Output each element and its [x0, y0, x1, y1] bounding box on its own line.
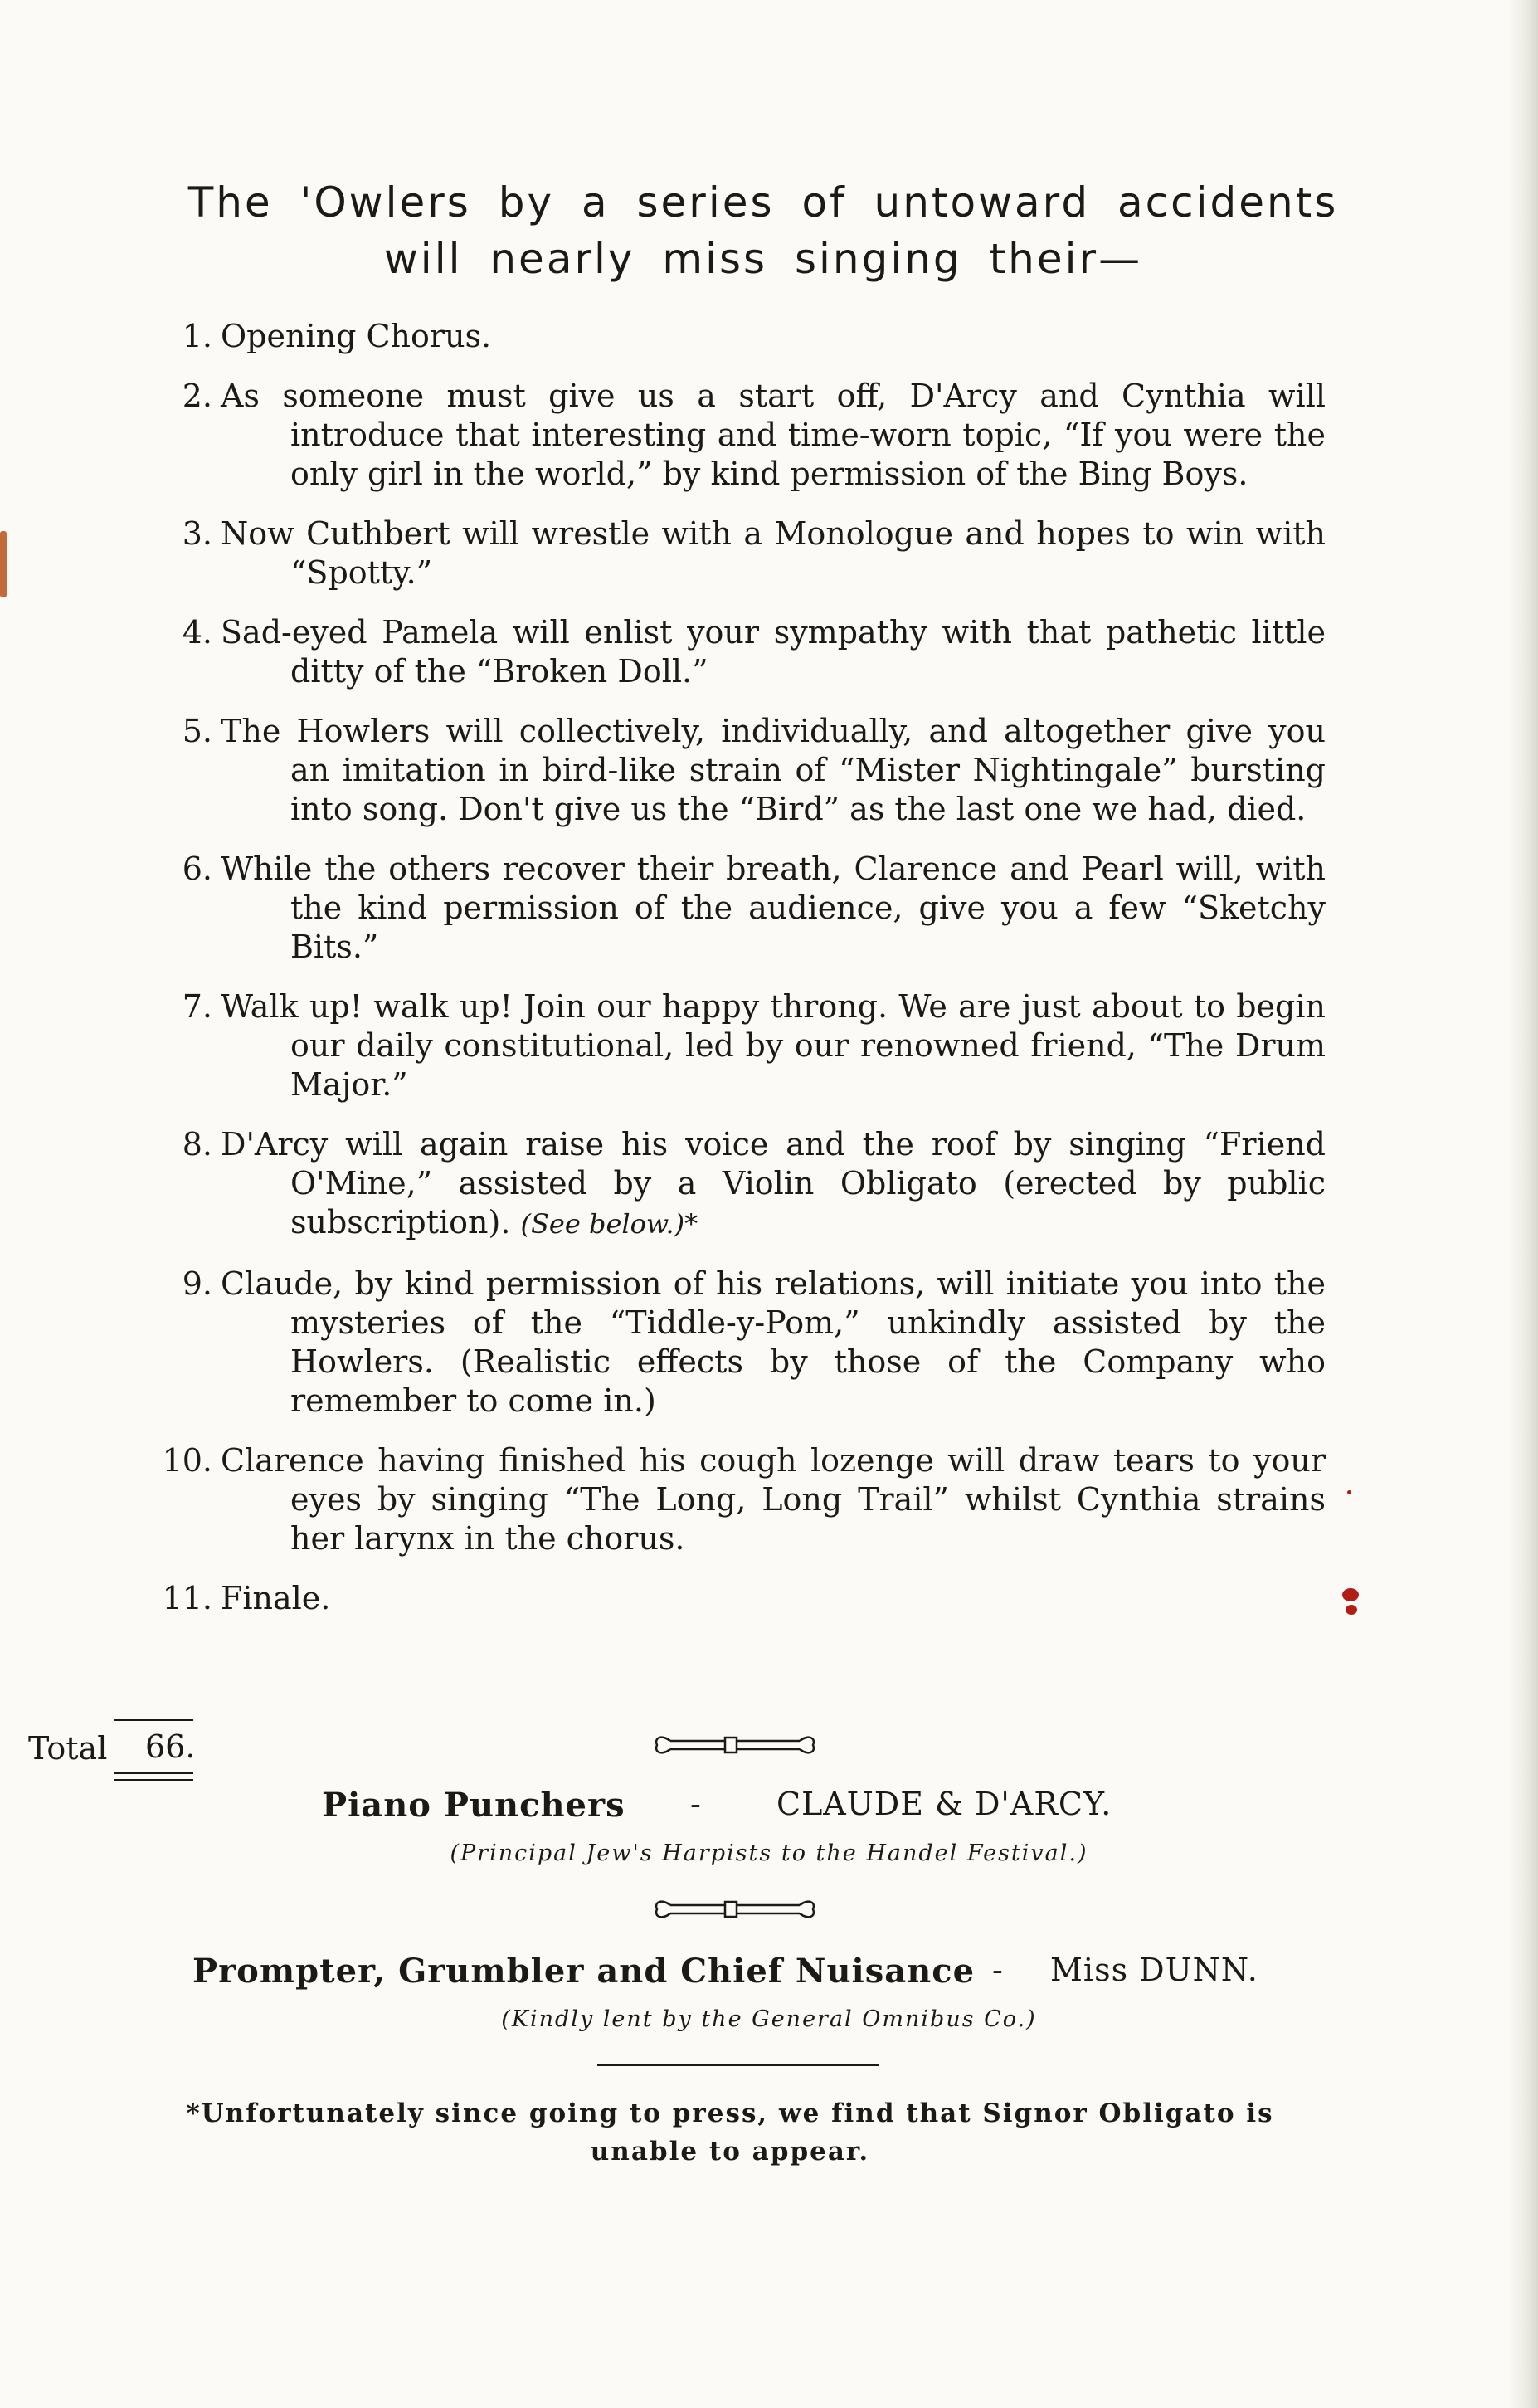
edge-mark [0, 531, 7, 597]
item-number: 4. [182, 614, 212, 651]
item-number: 11. [162, 1580, 212, 1616]
item-number: 2. [182, 378, 212, 414]
item-text: Now Cuthbert will wrestle with a Monologue and hopes to win with “Spotty.” [221, 515, 1326, 591]
item-text: Opening Chorus. [221, 318, 492, 354]
total-value: 66. [145, 1728, 196, 1765]
item-number: 6. [182, 851, 212, 887]
item-number: 9. [182, 1265, 212, 1302]
total-rule [114, 1719, 193, 1721]
programme-item [141, 712, 1326, 829]
total-label: Total [28, 1730, 108, 1767]
red-dot [1347, 1490, 1351, 1494]
piano-names: CLAUDE & D'ARCY. [776, 1786, 1112, 1822]
item-text: D'Arcy will again raise his voice and the roof by singing “Friend O'Mine,” assisted by a Violin Obligato (erected by public subscription). [221, 1126, 1326, 1241]
programme-item [141, 1441, 1326, 1558]
page-edge [1508, 0, 1538, 2408]
heading-line-1: The 'Owlers by a series of untoward accidents [187, 178, 1339, 227]
programme-item [141, 1125, 1326, 1244]
item-number: 1. [182, 318, 212, 354]
item-text: Walk up! walk up! Join our happy throng. We are just about to begin our daily constitutional, led by our renowned friend, “The Drum Major.” [221, 988, 1326, 1103]
prompter-dash: - [992, 1952, 1003, 1988]
item-number: 5. [182, 713, 212, 749]
programme-item [141, 613, 1326, 691]
red-stain [1342, 1588, 1359, 1601]
programme-item [141, 850, 1326, 967]
item-text: Claude, by kind permission of his relations, will initiate you into the mysteries of the “Tiddle-y-Pom,” unkindly assisted by the Howlers. (Realistic effects by those of the Company who remember to come in.) [221, 1265, 1326, 1419]
prompter-names: Miss DUNN. [1050, 1952, 1258, 1988]
programme-item [141, 1265, 1326, 1421]
piano-title: Piano Punchers [322, 1786, 625, 1825]
programme-item [141, 377, 1326, 494]
programme-heading [100, 174, 1427, 287]
prompter-note: (Kindly lent by the General Omnibus Co.) [501, 2006, 1037, 2032]
total-double-rule [114, 1772, 193, 1781]
item-text: Sad-eyed Pamela will enlist your sympathy with that pathetic little ditty of the “Broken Doll.” [221, 614, 1326, 690]
item-text: As someone must give us a start off, D'Arcy and Cynthia will introduce that interesting and time-worn topic, “If you were the only girl in the world,” by kind permission of the Bing Boys. [221, 378, 1326, 492]
red-stain [1346, 1605, 1357, 1615]
piano-dash: - [690, 1786, 701, 1822]
programme-item [141, 514, 1326, 592]
programme-item [141, 1579, 1326, 1618]
item-number: 10. [162, 1442, 212, 1479]
item-text: Finale. [221, 1580, 331, 1616]
item-text: Clarence having finished his cough lozenge will draw tears to your eyes by singing “The Long, Long Trail” whilst Cynthia strains her larynx in the chorus. [221, 1442, 1326, 1557]
piano-note: (Principal Jew's Harpists to the Handel Festival.) [450, 1840, 1088, 1866]
footnote: *Unfortunately since going to press, we find that Signor Obligato is unable to appear. [186, 2098, 1274, 2167]
programme-item [141, 987, 1326, 1104]
heading-line-2: will nearly miss singing their— [383, 235, 1143, 283]
bone-ornament-2 [652, 1897, 818, 1922]
item-number: 3. [182, 515, 212, 552]
bone-ornament-1 [652, 1733, 818, 1757]
item-number: 7. [182, 988, 212, 1025]
programme-list [141, 317, 1326, 1626]
footnote-rule [597, 2064, 879, 2066]
item-number: 8. [182, 1126, 212, 1163]
item-text: The Howlers will collectively, individually, and altogether give you an imitation in bird-like strain of “Mister Nightingale” bursting into song. Don't give us the “Bird” as the last one we had, died. [221, 713, 1326, 827]
prompter-title: Prompter, Grumbler and Chief Nuisance [192, 1952, 976, 1991]
item-text: While the others recover their breath, Clarence and Pearl will, with the kind permission of the audience, give you a few “Sketchy Bits.” [221, 851, 1326, 965]
see-below-note: (See below.)* [520, 1208, 698, 1240]
programme-item [141, 317, 1326, 356]
